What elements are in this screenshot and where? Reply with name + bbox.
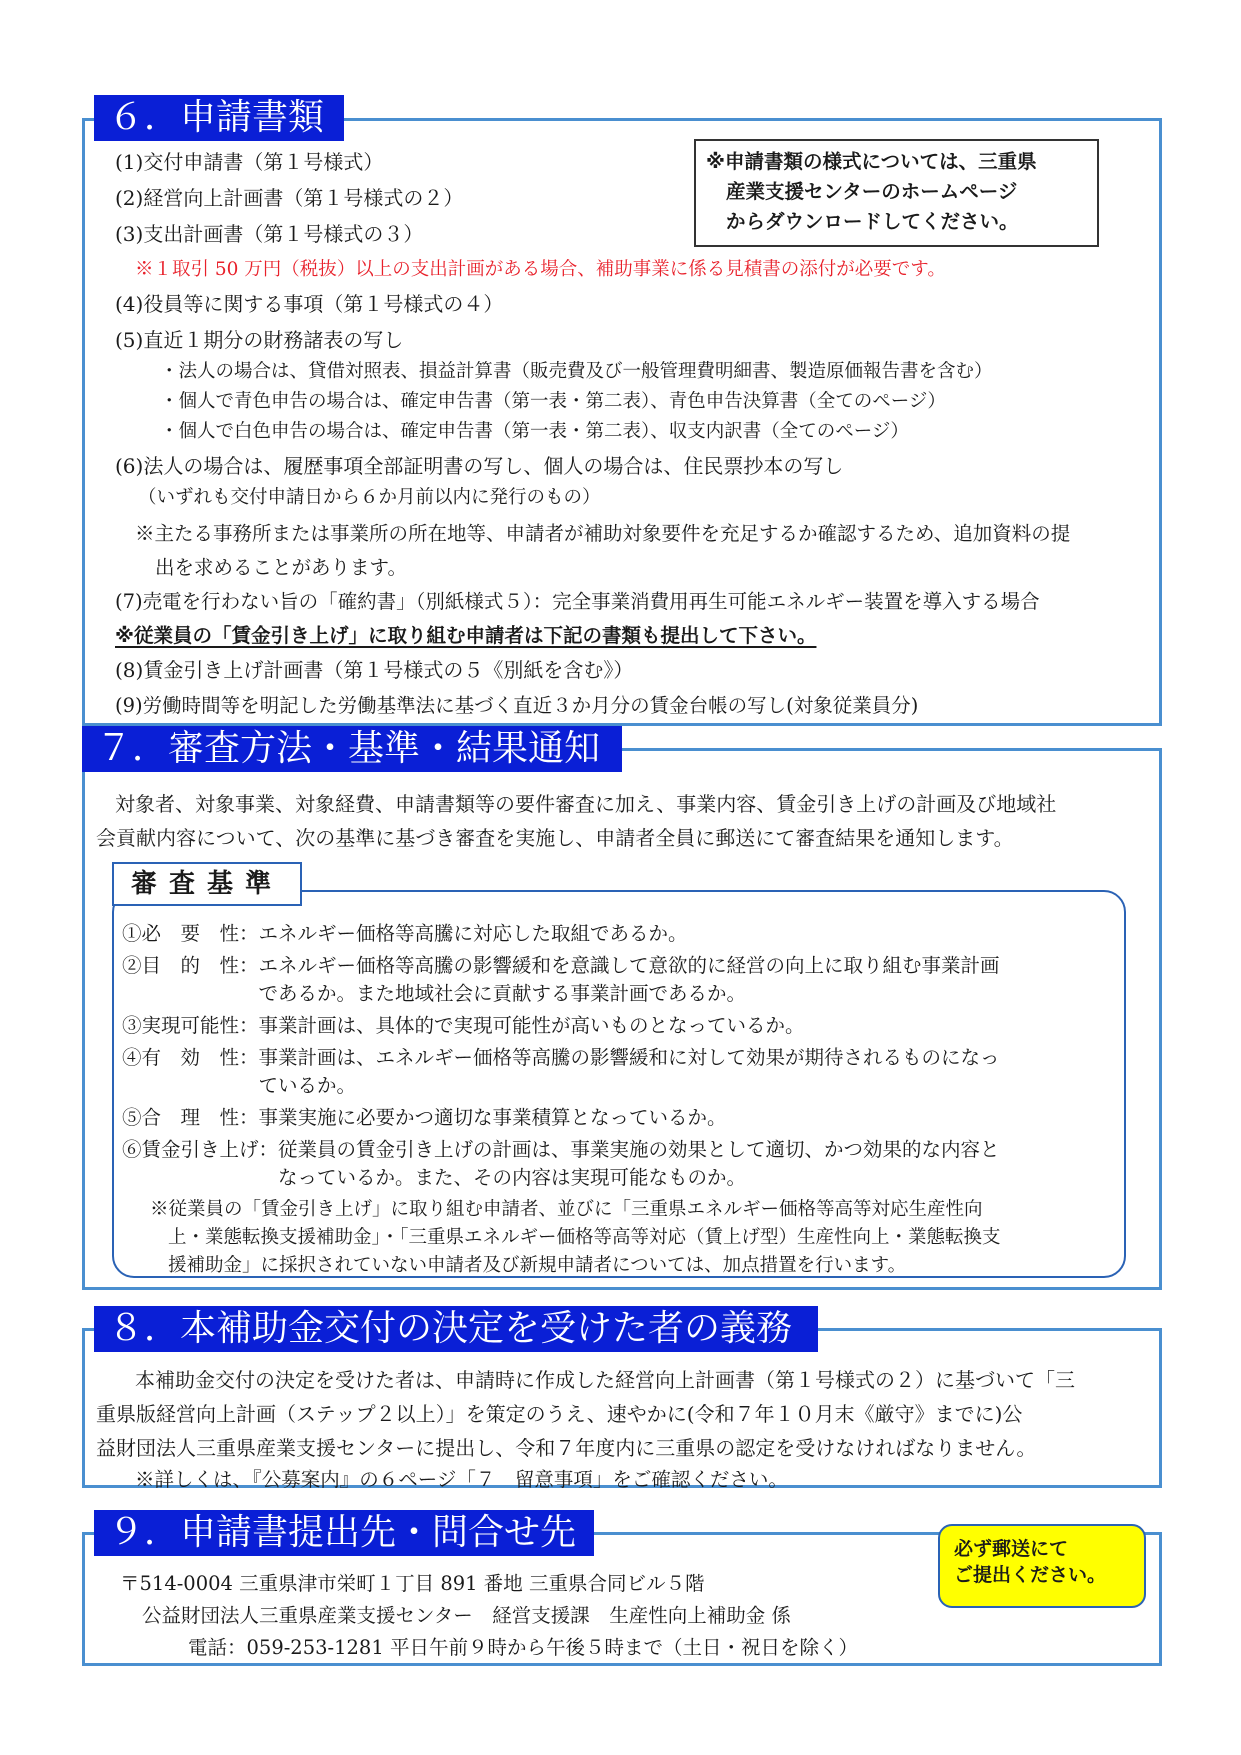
- criterion-line: ③実現可能性：事業計画は、具体的で実現可能性が高いものとなっているか。: [122, 1014, 805, 1037]
- criterion-line: ②目 的 性：エネルギー価格等高騰の影響緩和を意識して意欲的に経営の向上に取り組む事業計画: [122, 954, 1000, 977]
- doc-item-2: (2)経営向上計画書（第１号様式の２）: [115, 186, 464, 210]
- obligation-line: 重県版経営向上計画（ステップ２以上）」を策定のうえ、速やかに(令和７年１０月末《厳守》までに)公: [96, 1402, 1023, 1426]
- obligation-line: 本補助金交付の決定を受けた者は、申請時に作成した経営向上計画書（第１号様式の２）に基づいて「三: [135, 1368, 1075, 1392]
- doc-item-5-sub: ・個人で青色申告の場合は、確定申告書（第一表・第二表）、青色申告決算書（全てのページ）: [160, 391, 946, 412]
- download-note-line: からダウンロードしてください。: [726, 210, 1019, 233]
- section-6-title: ６．申請書類: [94, 95, 344, 141]
- review-intro: 会貢献内容について、次の基準に基づき審査を実施し、申請者全員に郵送にて審査結果を通知します。: [96, 826, 1014, 850]
- review-intro: 対象者、対象事業、対象経費、申請書類等の要件審査に加え、事業内容、賃金引き上げの計画及び地域社: [115, 792, 1057, 816]
- criterion-line: であるか。また地域社会に貢献する事業計画であるか。: [122, 982, 747, 1005]
- criterion-line: ④有 効 性：事業計画は、エネルギー価格等高騰の影響緩和に対して効果が期待されるものになっ: [122, 1046, 1000, 1069]
- wage-note: ※従業員の「賃金引き上げ」に取り組む申請者は下記の書類も提出して下さい。: [115, 624, 817, 647]
- doc-item-6-sub: （いずれも交付申請日から６か月前以内に発行のもの）: [138, 487, 601, 508]
- criterion-line: ⑥賃金引き上げ：従業員の賃金引き上げの計画は、事業実施の効果として適切、かつ効果的な内容と: [122, 1138, 1000, 1161]
- doc-item-7: (7)売電を行わない旨の「確約書」（別紙様式５）：完全事業消費用再生可能エネルギー装置を導入する場合: [115, 590, 1040, 613]
- obligation-line: 益財団法人三重県産業支援センターに提出し、令和７年度内に三重県の認定を受けなければなりません。: [96, 1436, 1037, 1460]
- doc-item-1: (1)交付申請書（第１号様式）: [115, 150, 384, 174]
- additional-docs-note: ※主たる事務所または事業所の所在地等、申請者が補助対象要件を充足するか確認するため、追加資料の提: [135, 522, 1071, 545]
- download-note-line: ※申請書類の様式については、三重県: [706, 150, 1037, 173]
- additional-docs-note: 出を求めることがあります。: [155, 556, 407, 579]
- criterion-line: ①必 要 性：エネルギー価格等高騰に対応した取組であるか。: [122, 922, 688, 945]
- contact-organization: 公益財団法人三重県産業支援センター 経営支援課 生産性向上補助金 係: [142, 1604, 791, 1627]
- criteria-note: 援補助金」に採択されていない申請者及び新規申請者については、加点措置を行います。: [168, 1255, 907, 1276]
- criterion-line: なっているか。また、その内容は実現可能なものか。: [122, 1166, 747, 1189]
- doc-item-6: (6)法人の場合は、履歴事項全部証明書の写し、個人の場合は、住民票抄本の写し: [115, 454, 844, 478]
- estimate-note: ※１取引 50 万円（税抜）以上の支出計画がある場合、補助事業に係る見積書の添付が必要です。: [135, 259, 946, 280]
- section-9-title: ９．申請書提出先・問合せ先: [94, 1510, 594, 1556]
- mail-badge-line: ご提出ください。: [954, 1564, 1107, 1586]
- doc-item-5-sub: ・個人で白色申告の場合は、確定申告書（第一表・第二表）、収支内訳書（全てのページ）: [160, 421, 909, 442]
- doc-item-9: (9)労働時間等を明記した労働基準法に基づく直近３か月分の賃金台帳の写し(対象従業員分): [115, 694, 919, 717]
- obligation-note: ※詳しくは、『公募案内』の６ページ「７ 留意事項」をご確認ください。: [135, 1468, 788, 1491]
- criteria-title: 審査基準: [112, 862, 302, 906]
- criterion-line: ⑤合 理 性：事業実施に必要かつ適切な事業積算となっているか。: [122, 1106, 727, 1129]
- criteria-note: 上・業態転換支援補助金」・「三重県エネルギー価格等高等対応（賃上げ型）生産性向上・業態転換支: [168, 1227, 1001, 1248]
- download-note-box: [694, 139, 1099, 247]
- criterion-line: ているか。: [122, 1074, 357, 1097]
- criteria-note: ※従業員の「賃金引き上げ」に取り組む申請者、並びに「三重県エネルギー価格等高等対応生産性向: [150, 1199, 983, 1220]
- contact-phone: 電話：059-253-1281 平日午前９時から午後５時まで（土日・祝日を除く）: [188, 1636, 858, 1659]
- download-note-line: 産業支援センターのホームページ: [726, 180, 1018, 203]
- doc-item-3: (3)支出計画書（第１号様式の３）: [115, 222, 424, 246]
- mail-submission-badge: [938, 1524, 1146, 1608]
- doc-item-4: (4)役員等に関する事項（第１号様式の４）: [115, 292, 504, 316]
- contact-address: 〒514-0004 三重県津市栄町１丁目 891 番地 三重県合同ビル５階: [120, 1572, 705, 1595]
- doc-item-5: (5)直近１期分の財務諸表の写し: [115, 328, 404, 352]
- section-8-title: ８．本補助金交付の決定を受けた者の義務: [94, 1306, 818, 1352]
- section-7-title: ７．審査方法・基準・結果通知: [82, 726, 622, 772]
- doc-item-8: (8)賃金引き上げ計画書（第１号様式の５《別紙を含む》）: [115, 658, 634, 682]
- doc-item-5-sub: ・法人の場合は、貸借対照表、損益計算書（販売費及び一般管理費明細書、製造原価報告書を含む）: [160, 361, 993, 382]
- mail-badge-line: 必ず郵送にて: [954, 1538, 1069, 1560]
